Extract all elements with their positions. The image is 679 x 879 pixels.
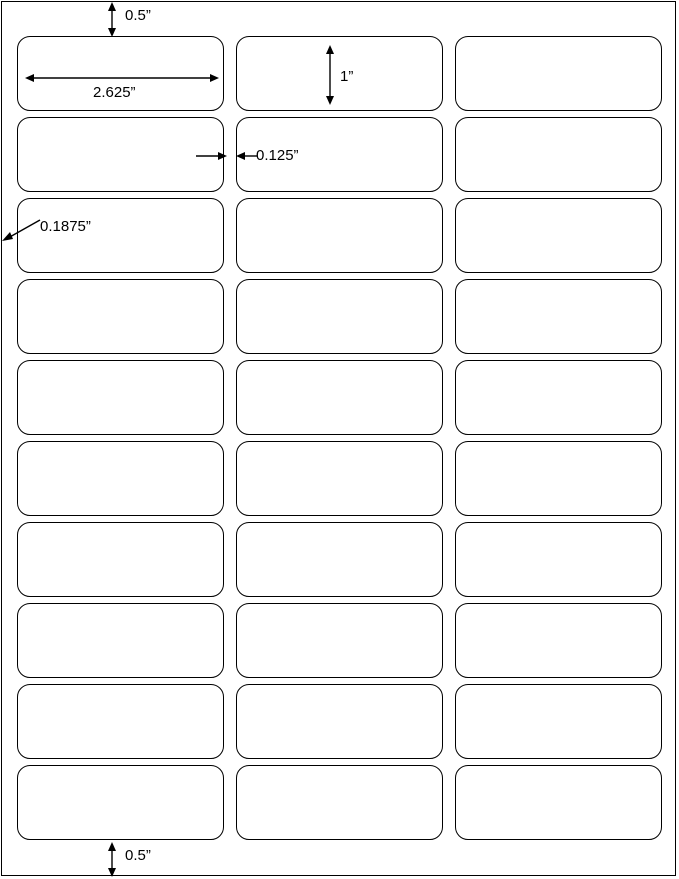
label-cell [236, 441, 443, 516]
top-margin-label: 0.5” [125, 7, 151, 24]
label-width-label: 2.625” [93, 84, 136, 101]
label-cell [455, 522, 662, 597]
label-cell [455, 441, 662, 516]
label-height-arrow [318, 44, 342, 106]
label-cell [17, 441, 224, 516]
label-cell [236, 603, 443, 678]
label-cell [17, 522, 224, 597]
label-cell [236, 684, 443, 759]
label-cell [236, 198, 443, 273]
label-cell [17, 198, 224, 273]
label-cell [17, 360, 224, 435]
label-height-label: 1” [340, 68, 354, 85]
label-cell [455, 198, 662, 273]
label-cell [455, 603, 662, 678]
bottom-margin-label: 0.5” [125, 847, 151, 864]
label-cell [17, 765, 224, 840]
label-cell [455, 765, 662, 840]
horizontal-gap-arrow-right [236, 149, 258, 163]
label-cell [455, 684, 662, 759]
label-cell [236, 360, 443, 435]
label-cell [236, 279, 443, 354]
label-cell [236, 522, 443, 597]
label-cell [455, 36, 662, 111]
label-cell [17, 279, 224, 354]
label-cell [17, 117, 224, 192]
label-cell [455, 360, 662, 435]
label-cell [17, 684, 224, 759]
label-cell [17, 603, 224, 678]
label-cell [236, 765, 443, 840]
label-cell [455, 117, 662, 192]
label-cell [455, 279, 662, 354]
horizontal-gap-label: 0.125” [256, 147, 299, 164]
horizontal-gap-arrow-left [196, 149, 228, 163]
left-margin-label: 0.1875” [40, 218, 91, 235]
